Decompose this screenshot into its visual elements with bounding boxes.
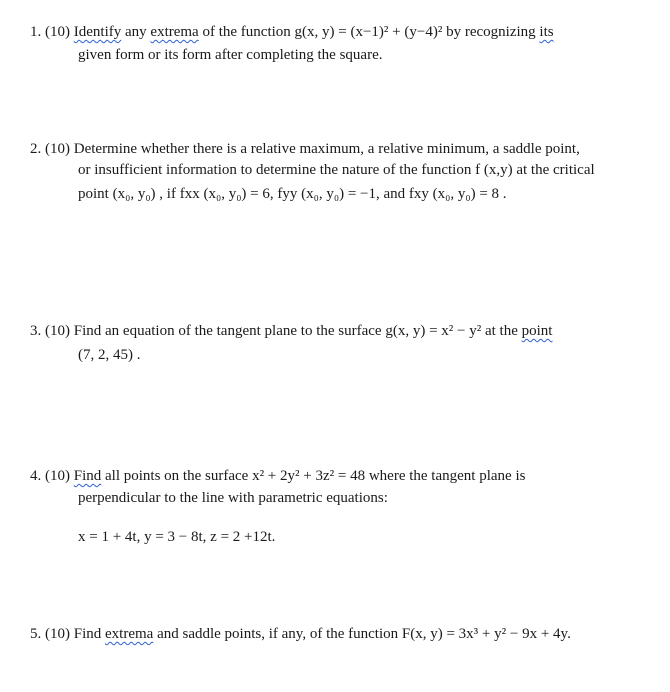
- problem-number: 2.: [30, 141, 42, 157]
- problem-number: 4.: [30, 468, 42, 484]
- text-run: where the tangent plane is: [365, 468, 526, 484]
- flagged-word: extrema: [105, 626, 154, 642]
- formula: g(x, y) = (x−1)² + (y−4)²: [294, 24, 443, 40]
- problem-points: (10): [45, 468, 70, 484]
- problem-1-line-1: [30, 22, 554, 42]
- problem-number: 5.: [30, 626, 42, 642]
- problem-3-line-2: (7, 2, 45) .: [78, 347, 141, 363]
- text-run: at the: [481, 323, 522, 339]
- problem-points: (10): [45, 323, 70, 339]
- formula: x² + 2y² + 3z² = 48: [252, 468, 366, 484]
- flagged-word: its: [539, 24, 554, 40]
- problem-points: (10): [45, 24, 70, 40]
- text-run: or insufficient information to determine the nature of the function: [78, 162, 476, 178]
- problem-2-line-3: [78, 184, 507, 204]
- problem-4-line-3: x = 1 + 4t, y = 3 − 8t, z = 2 +12t.: [78, 529, 276, 545]
- text-run: Find an equation of the tangent plane to the surface: [73, 323, 386, 339]
- problem-points: (10): [45, 626, 70, 642]
- flagged-word: Identify: [73, 24, 122, 40]
- problem-number: 1.: [30, 24, 42, 40]
- text-run: all points on the surface: [101, 468, 253, 484]
- text-run: Determine whether there is a relative maximum, a relative minimum, a saddle point,: [73, 141, 580, 157]
- flagged-word: point: [521, 323, 553, 339]
- problem-4-line-2: perpendicular to the line with parametric equations:: [78, 490, 388, 506]
- text-run: Find: [73, 626, 106, 642]
- text-run: any: [121, 24, 151, 40]
- flagged-word: Find: [73, 468, 102, 484]
- problem-number: 3.: [30, 323, 42, 339]
- text-run: of the function: [198, 24, 295, 40]
- text-run: at the critical: [512, 162, 595, 178]
- problem-1-line-2: given form or its form after completing the square.: [78, 47, 383, 63]
- text-run: , if: [155, 186, 180, 202]
- problem-2-line-1: [30, 139, 580, 159]
- problem-2-line-2: [78, 160, 595, 180]
- text-run: point: [78, 186, 113, 202]
- text-run: by recognizing: [442, 24, 540, 40]
- problem-5-line-1: [30, 624, 571, 644]
- problem-3-line-1: [30, 321, 552, 341]
- formula: g(x, y) = x² − y²: [385, 323, 482, 339]
- problem-4-line-1: [30, 466, 525, 486]
- flagged-word: extrema: [150, 24, 199, 40]
- formula: f (x,y): [475, 162, 513, 178]
- formula: (x₀, y₀): [112, 186, 156, 202]
- formula: F(x, y) = 3x³ + y² − 9x + 4y.: [401, 626, 571, 642]
- formula: fxx (x₀, y₀) = 6, fyy (x₀, y₀) = −1, and fxy (x₀, y₀) = 8 .: [179, 186, 507, 202]
- problem-points: (10): [45, 141, 70, 157]
- text-run: and saddle points, if any, of the function: [153, 626, 402, 642]
